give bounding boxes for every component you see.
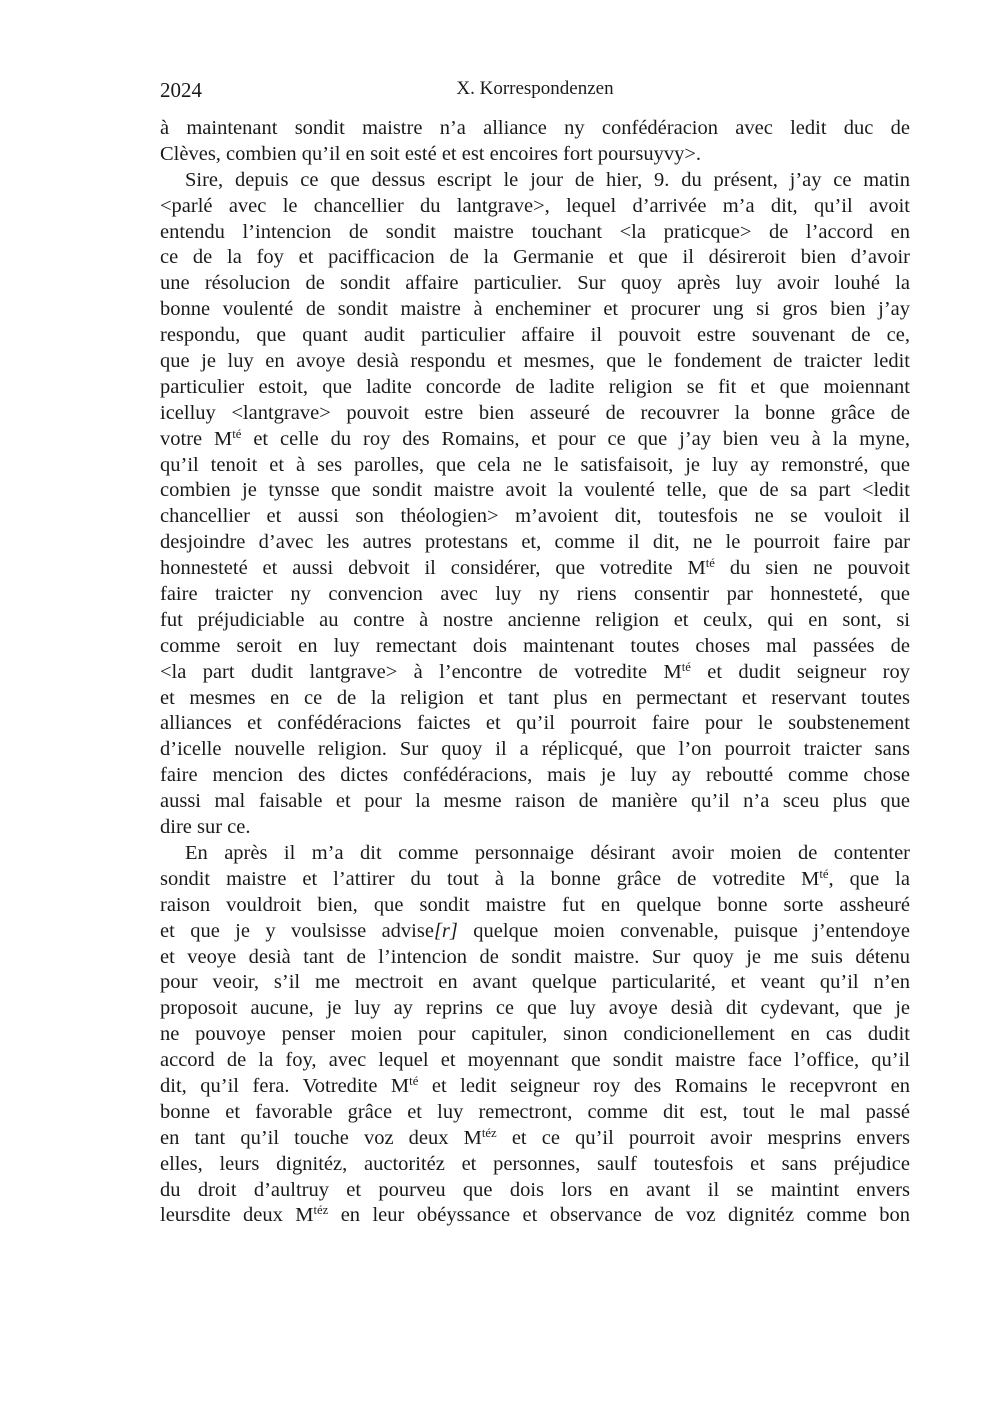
text-line: à maintenant sondit maistre n’a alliance ny confédéracion avec ledit duc de: [160, 117, 910, 139]
text-line: Sire, depuis ce que dessus escript le jour de hier, 9. du présent, j’ay ce matin: [185, 168, 910, 191]
text-line: <parlé avec le chancellier du lantgrave>, lequel d’arrivée m’a dit, qu’il avoit: [160, 194, 910, 217]
text-line: faire mencion des dictes confédéracions, mais je luy ay reboutté comme chose: [160, 764, 910, 787]
superscript-abbrev: té: [409, 1073, 419, 1088]
document-page: [160, 78, 911, 1227]
text-line: particulier estoit, que ladite concorde de ladite religion se fit et que moiennant: [160, 375, 910, 398]
text-line: d’icelle nouvelle religion. Sur quoy il a réplicqué, que l’on pourroit traicter sans: [160, 738, 910, 761]
text-line: et que je y voulsisse advise[r] quelque moien convenable, puisque j’entendoye: [160, 919, 910, 942]
text-line: dire sur ce.: [160, 816, 251, 839]
text-line: votre $M^{té}$ et celle du roy des Romains, et pour ce que j’ay bien veu à la myne,: [160, 426, 910, 450]
text-line: honnesteté et aussi debvoit il considérer, que votredite $M^{té}$ du sien ne pouvoit: [160, 556, 910, 580]
superscript-abbrev: té: [681, 659, 691, 674]
text-line: ce de la foy et pacifficacion de la Germanie et que il désireroit bien d’avoir: [160, 246, 910, 269]
text-line: En après il m’a dit comme personnaige désirant avoir moien de contenter: [185, 841, 910, 864]
text-line: et mesmes en ce de la religion et tant plus en permectant et reservant toutes: [160, 686, 910, 709]
text-line: icelluy <lantgrave> pouvoit estre bien asseuré de recouvrer la bonne grâce de: [160, 401, 910, 424]
text-line: elles, leurs dignitéz, auctoritéz et personnes, saulf toutesfois et sans préjudice: [160, 1152, 910, 1175]
superscript-abbrev: téz: [481, 1125, 497, 1140]
text-line: ne pouvoye penser moien pour capituler, sinon condicionellement en cas dudit: [160, 1023, 910, 1046]
text-line: chancellier et aussi son théologien> m’avoient dit, toutesfois ne se vouloit il: [160, 505, 910, 528]
text-line: entendu l’intencion de sondit maistre touchant <la praticque> de l’accord en: [160, 220, 910, 243]
page-number: 2024: [160, 78, 202, 102]
superscript-abbrev: téz: [313, 1203, 329, 1218]
text-line: du droit d’aultruy et pourveu que dois lors en avant il se maintint envers: [160, 1178, 910, 1201]
text-line: <la part dudit lantgrave> à l’encontre de votredite $M^{té}$ et dudit seigneur roy: [160, 659, 910, 683]
text-line: raison vouldroit bien, que sondit maistre fut en quelque bonne sorte assheuré: [160, 893, 910, 916]
text-line: respondu, que quant audit particulier affaire il pouvoit estre souvenant de ce,: [160, 324, 910, 347]
text-line: faire traicter ny convencion avec luy ny riens consentir par honnesteté, que: [160, 583, 910, 606]
text-line: pour veoir, s’il me mectroit en avant quelque particularité, et veant qu’il n’en: [160, 971, 910, 994]
text-line: aussi mal faisable et pour la mesme raison de manière qu’il n’a sceu plus que: [160, 790, 910, 813]
text-line: en tant qu’il touche voz deux $M^{téz}$ et ce qu’il pourroit avoir mesprins envers: [160, 1125, 910, 1149]
superscript-abbrev: té: [819, 866, 829, 881]
text-line: et veoye desià tant de l’intencion de sondit maistre. Sur quoy je me suis détenu: [160, 945, 910, 968]
body-text: [160, 116, 910, 1229]
text-line: desjoindre d’avec les autres protestans et, comme il dit, ne le pourroit faire par: [160, 531, 910, 554]
running-title: X. Korrespondenzen: [456, 78, 614, 99]
text-line: bonne et favorable grâce et luy remectront, comme dit est, tout le mal passé: [160, 1100, 910, 1123]
superscript-abbrev: té: [232, 426, 242, 441]
superscript-abbrev: té: [705, 556, 715, 571]
page-header: [160, 78, 910, 108]
text-line: accord de la foy, avec lequel et moyennant que sondit maistre face l’office, qu’il: [160, 1049, 910, 1072]
text-line: que je luy en avoye desià respondu et mesmes, que le fondement de traicter ledit: [160, 350, 910, 373]
text-line: proposoit aucune, je luy ay reprins ce que luy avoye desià dit cydevant, que je: [160, 997, 910, 1020]
text-line: comme seroit en luy remectant dois maintenant toutes choses mal passées de: [160, 634, 910, 657]
text-line: Clèves, combien qu’il en soit esté et est encoires fort poursuyvy>.: [160, 142, 702, 165]
text-line: leursdite deux $M^{téz}$ en leur obéyssance et observance de voz dignitéz comme bon: [160, 1203, 910, 1227]
text-line: qu’il tenoit et à ses parolles, que cela ne le satisfaisoit, je luy ay remonstré, que: [160, 453, 910, 476]
editorial-emendation: [r]: [433, 919, 458, 942]
text-line: sondit maistre et l’attirer du tout à la bonne grâce de votredite $M^{té}$, que la: [160, 866, 910, 890]
text-line: une résolucion de sondit affaire particulier. Sur quoy après luy avoir louhé la: [160, 272, 910, 295]
text-line: bonne voulenté de sondit maistre à encheminer et procurer ung si gros bien j’ay: [160, 298, 910, 321]
text-line: combien je tynsse que sondit maistre avoit la voulenté telle, que de sa part <ledit: [160, 479, 910, 502]
text-line: alliances et confédéracions faictes et qu’il pourroit faire pour le soubstenement: [160, 712, 910, 735]
text-line: fut préjudiciable au contre à nostre ancienne religion et ceulx, qui en sont, si: [160, 608, 910, 631]
text-line: dit, qu’il fera. Votredite $M^{té}$ et ledit seigneur roy des Romains le recepvront en: [160, 1073, 911, 1097]
